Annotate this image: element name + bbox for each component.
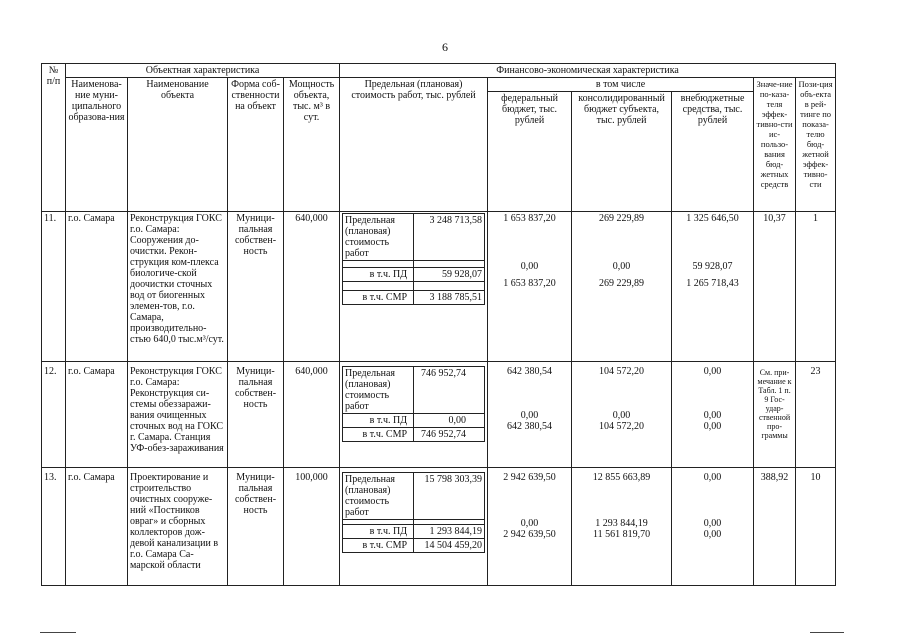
row-ownership: Муници-пальная собствен-ность: [228, 468, 284, 586]
federal-cell: [488, 362, 572, 468]
finance-group-header: Финансово-экономическая характеристика: [340, 64, 836, 78]
consolidated-pd: 1 293 844,19: [595, 518, 648, 529]
consolidated-smr: 269 229,89: [599, 278, 645, 289]
cost-total: 3 248 713,58: [414, 214, 485, 261]
consolidated-total: 12 855 663,89: [592, 472, 651, 483]
federal-smr: 2 942 639,50: [503, 529, 556, 540]
consolidated-pd: 0,00: [612, 261, 631, 272]
row-ownership: Муници-пальная собствен-ность: [228, 212, 284, 362]
consolidated-smr: 11 561 819,70: [592, 529, 651, 540]
cost-pd: 0,00: [414, 414, 485, 428]
col-num-header: № п/п: [42, 64, 66, 212]
row-municipality: г.о. Самара: [66, 362, 128, 468]
row-num: 12.: [42, 362, 66, 468]
cost-total: 15 798 303,39: [414, 473, 485, 520]
federal-pd: 0,00: [520, 261, 539, 272]
cost-smr: 3 188 785,51: [414, 291, 485, 305]
row-municipality: г.о. Самара: [66, 468, 128, 586]
extra-total: 0,00: [703, 472, 722, 483]
label-pd: в т.ч. ПД: [343, 414, 414, 428]
row-capacity: 640,000: [284, 362, 340, 468]
row-rank: 10: [796, 468, 836, 586]
consolidated-cell: [572, 468, 672, 586]
cost-pd: 1 293 844,19: [414, 525, 485, 539]
row-object: Реконструкция ГОКС г.о. Самара: Сооружения до-очистки. Рекон-струкция ком-плекса биологиче-ской доочистки сточных вод от биогенных элемен-тов, г.о. Самара, производительно-стью 640,0 тыс.м³/сут.: [128, 212, 228, 362]
col-consolidated-header: консолидированный бюджет субъекта, тыс. рублей: [572, 92, 672, 212]
label-total: Предельная (плановая) стоимость работ: [343, 473, 414, 520]
federal-cell: [488, 212, 572, 362]
row-num: 11.: [42, 212, 66, 362]
col-efficiency-header: Значе-ние по-каза-теля эффек-тивно-сти ис-пользо-вания бюд-жетных средств: [754, 78, 796, 212]
footer-rule-right: [810, 632, 844, 633]
extra-total: 0,00: [703, 366, 722, 377]
row-efficiency: 388,92: [754, 468, 796, 586]
col-rank-header: Пози-ция объ-екта в рей-тинге по показа-телю бюд-жетной эффек-тивно-сти: [796, 78, 836, 212]
extra-pd: 0,00: [703, 518, 722, 529]
col-extrabudget-header: внебюджетные средства, тыс. рублей: [672, 92, 754, 212]
extra-pd: 0,00: [703, 410, 722, 421]
col-federal-header: федеральный бюджет, тыс. рублей: [488, 92, 572, 212]
extra-pd: 59 928,07: [692, 261, 733, 272]
cost-total: 746 952,74: [414, 367, 485, 414]
label-pd: в т.ч. ПД: [343, 268, 414, 282]
row-object: Проектирование и строительство очистных сооруже-ний «Постников овраг» и сборных коллекторов дож-девой канализации в г.о. Самара Са-марской области: [128, 468, 228, 586]
row-municipality: г.о. Самара: [66, 212, 128, 362]
col-limit-cost-header: Предельная (плановая) стоимость работ, тыс. рублей: [340, 78, 488, 212]
row-rank: 1: [796, 212, 836, 362]
cost-pd: 59 928,07: [414, 268, 485, 282]
consolidated-total: 104 572,20: [599, 366, 645, 377]
extra-smr: 0,00: [703, 529, 722, 540]
row-num: 13.: [42, 468, 66, 586]
label-total: Предельная (плановая) стоимость работ: [343, 367, 414, 414]
col-municipality-header: Наименова-ние муни-ципального образова-ния: [66, 78, 128, 212]
label-total: Предельная (плановая) стоимость работ: [343, 214, 414, 261]
row-cost-cell: [340, 362, 488, 468]
row-cost-cell: [340, 212, 488, 362]
row-capacity: 100,000: [284, 468, 340, 586]
footer-rule-left: [40, 632, 76, 633]
federal-pd: 0,00: [520, 518, 539, 529]
extra-total: 1 325 646,50: [686, 213, 739, 224]
cost-smr: 746 952,74: [414, 428, 485, 442]
extra-cell: [672, 362, 754, 468]
extra-cell: [672, 468, 754, 586]
row-capacity: 640,000: [284, 212, 340, 362]
table-row: [42, 362, 836, 468]
consolidated-cell: [572, 212, 672, 362]
consolidated-cell: [572, 362, 672, 468]
table-row: [42, 212, 836, 362]
federal-smr: 1 653 837,20: [503, 278, 556, 289]
consolidated-pd: 0,00: [612, 410, 631, 421]
consolidated-total: 269 229,89: [599, 213, 645, 224]
object-group-header: Объектная характеристика: [66, 64, 340, 78]
row-efficiency: 10,37: [754, 212, 796, 362]
federal-pd: 0,00: [520, 410, 539, 421]
row-object: Реконструкция ГОКС г.о. Самара: Реконструкция си-стемы обеззаражи-вания очищенных сточных вод на ГОКС г. Самара. Станция УФ-обез-зараживания: [128, 362, 228, 468]
federal-cell: [488, 468, 572, 586]
cost-smr: 14 504 459,20: [414, 539, 485, 553]
consolidated-smr: 104 572,20: [599, 421, 645, 432]
federal-total: 2 942 639,50: [503, 472, 556, 483]
row-rank: 23: [796, 362, 836, 468]
federal-smr: 642 380,54: [507, 421, 553, 432]
extra-smr: 1 265 718,43: [686, 278, 739, 289]
label-smr: в т.ч. СМР: [343, 428, 414, 442]
extra-cell: [672, 212, 754, 362]
extra-smr: 0,00: [703, 421, 722, 432]
page-number: 6: [442, 40, 448, 54]
row-ownership: Муници-пальная собствен-ность: [228, 362, 284, 468]
in-that-number-header: в том числе: [488, 78, 754, 92]
label-smr: в т.ч. СМР: [343, 291, 414, 305]
row-efficiency: См. при-мечание к Табл. 1 п. 9 Гос-удар-ственной про-граммы: [754, 362, 796, 468]
label-smr: в т.ч. СМР: [343, 539, 414, 553]
federal-total: 642 380,54: [507, 366, 553, 377]
table-row: [42, 468, 836, 586]
row-cost-cell: [340, 468, 488, 586]
label-pd: в т.ч. ПД: [343, 525, 414, 539]
federal-total: 1 653 837,20: [503, 213, 556, 224]
col-object-name-header: Наименование объекта: [128, 78, 228, 212]
investment-objects-table: [41, 63, 836, 586]
col-capacity-header: Мощность объекта, тыс. м³ в сут.: [284, 78, 340, 212]
col-ownership-header: Форма соб-ственности на объект: [228, 78, 284, 212]
